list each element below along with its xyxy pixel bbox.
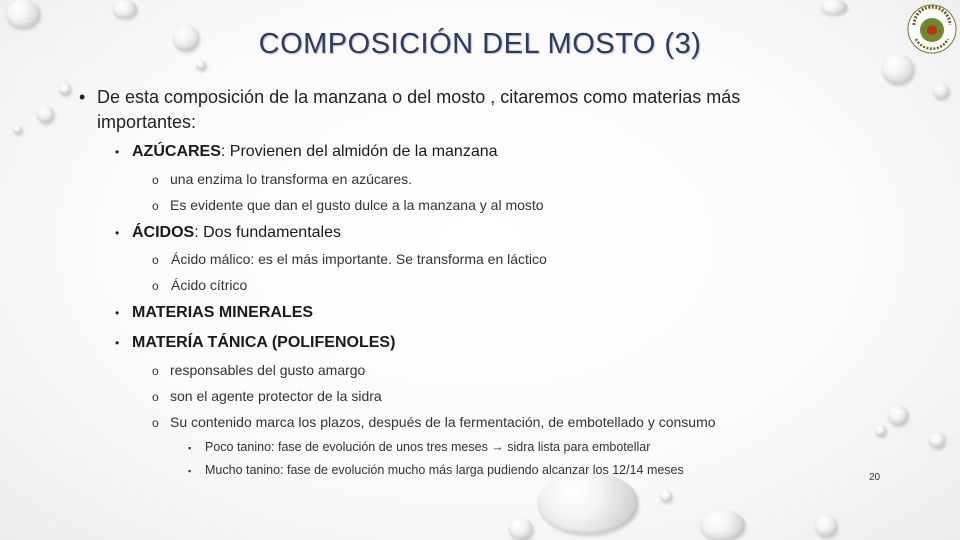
intro-bullet-line-1 xyxy=(79,87,740,108)
azucares-sub-1-text: una enzima lo transforma en azúcares. xyxy=(170,171,413,187)
tanica-subsub-1-text: Poco tanino: fase de evolución de unos tres meses → sidra lista para embotellar xyxy=(205,440,651,454)
tanica-sub-2 xyxy=(152,388,382,404)
water-drop xyxy=(875,425,886,436)
tanica-sub-1 xyxy=(152,362,365,378)
bullet-dot: • xyxy=(115,226,120,240)
tanica-subsub-2 xyxy=(188,463,684,477)
acidos-sub-1-text: Ácido málico: es el más importante. Se transforma en láctico xyxy=(171,251,547,267)
azucares-sub-1 xyxy=(152,171,412,187)
bullet-circle: o xyxy=(152,390,159,404)
acidos-sub-1 xyxy=(152,251,547,267)
water-drop xyxy=(196,60,206,70)
azucares-head: AZÚCARES xyxy=(132,143,221,160)
minerales-item xyxy=(115,304,313,322)
bullet-circle: o xyxy=(152,173,159,187)
azucares-sub-2 xyxy=(152,197,544,213)
water-drop xyxy=(660,490,672,502)
tanica-subsub-1 xyxy=(188,440,650,454)
water-drop xyxy=(538,472,638,534)
acidos-item xyxy=(115,224,341,242)
water-drop xyxy=(37,106,54,123)
minerales-text: MATERIAS MINERALES xyxy=(132,304,314,321)
tanica-item xyxy=(115,334,395,352)
tanica-sub-3 xyxy=(152,414,716,430)
acidos-head: ÁCIDOS xyxy=(132,224,195,241)
bullet-circle: o xyxy=(152,199,159,213)
tanica-sub-2-text: son el agente protector de la sidra xyxy=(170,388,382,404)
water-drop xyxy=(509,518,533,540)
water-drop xyxy=(933,83,949,99)
azucares-sub-2-text: Es evidente que dan el gusto dulce a la manzana y al mosto xyxy=(170,197,544,213)
tanica-sub-3-text: Su contenido marca los plazos, después de la fermentación, de embotellado y consumo xyxy=(170,414,716,430)
water-drop xyxy=(700,510,745,540)
azucares-rest: : Provienen del almidón de la manzana xyxy=(220,143,498,160)
bullet-circle: o xyxy=(152,253,159,267)
intro-text-line-2: importantes: xyxy=(97,112,197,132)
acidos-rest: : Dos fundamentales xyxy=(194,224,341,241)
bullet-circle: o xyxy=(152,279,159,293)
water-drop xyxy=(13,125,22,134)
tanica-text: MATERÍA TÁNICA (POLIFENOLES) xyxy=(132,334,396,351)
bullet-dot: • xyxy=(115,336,120,350)
water-drop xyxy=(815,515,837,537)
water-drop xyxy=(888,405,908,425)
page-number: 20 xyxy=(869,472,881,483)
tanica-sub-1-text: responsables del gusto amargo xyxy=(170,362,366,378)
bullet-circle: o xyxy=(152,416,159,430)
bullet-dot: • xyxy=(115,145,120,159)
acidos-sub-2 xyxy=(152,277,247,293)
water-drop xyxy=(6,0,40,28)
azucares-item xyxy=(115,143,498,161)
slide-title: COMPOSICIÓN DEL MOSTO (3) xyxy=(258,28,702,60)
water-drop xyxy=(929,432,945,448)
bullet-dot: • xyxy=(115,306,120,320)
water-drop xyxy=(821,0,847,14)
acidos-sub-2-text: Ácido cítrico xyxy=(171,277,248,293)
intro-bullet-line-2 xyxy=(97,112,196,133)
water-drop xyxy=(59,83,71,95)
bullet-square: ▪ xyxy=(188,443,192,453)
bullet-square: ▪ xyxy=(188,466,192,476)
bullet-circle: o xyxy=(152,364,159,378)
water-drop xyxy=(113,0,137,18)
tanica-subsub-2-text: Mucho tanino: fase de evolución mucho más larga pudiendo alcanzar los 12/14 meses xyxy=(205,463,684,477)
intro-text-line-1: De esta composición de la manzana o del mosto , citaremos como materias más xyxy=(97,87,741,107)
bullet-dot: • xyxy=(79,87,86,107)
